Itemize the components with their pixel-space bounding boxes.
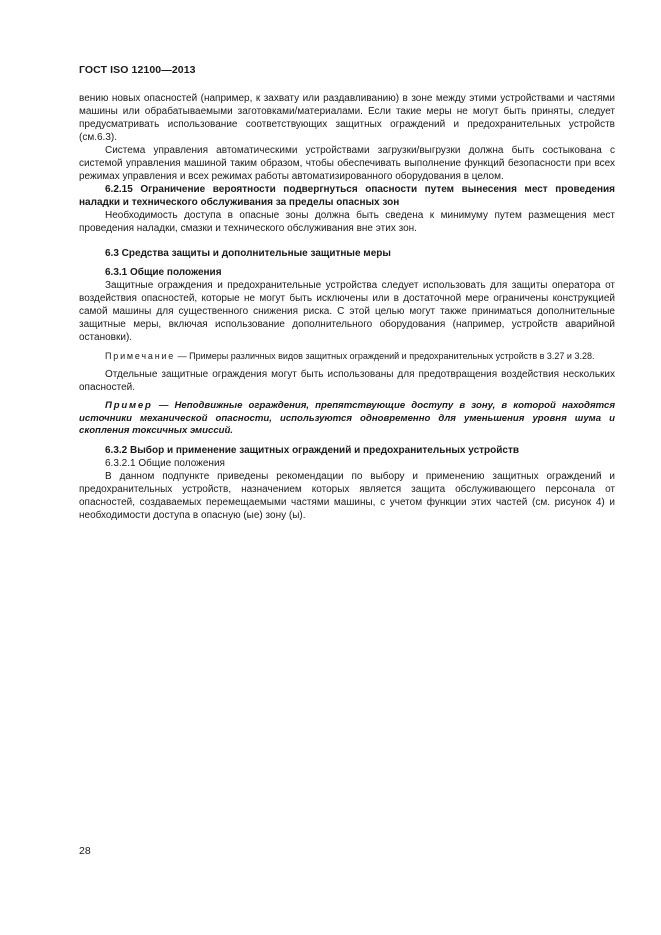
heading-6-3-2: 6.3.2 Выбор и применение защитных ограждений и предохранительных устройств xyxy=(105,444,520,456)
paragraph-separate-guards: Отдельные защитные ограждения могут быть использованы для предотвращения воздействия нескольких опасностей. xyxy=(79,369,615,393)
note-paragraph xyxy=(79,350,615,362)
heading-6-2-15: 6.2.15 Ограничение вероятности подвергнуться опасности путем вынесения мест проведения наладки и технического обслуживания за пределы опасных зон xyxy=(79,184,615,208)
paragraph-guards-usage: Защитные ограждения и предохранительные устройства следует использовать для защиты оператора от воздействия опасностей, которые не могут быть исключены или в достаточной мере ограничены конструкцией самой машины для существенного снижения риска. С этой целью могут также приниматься дополнительные защитные меры, включая использование дополнительного оборудования (например, устройств аварийной остановки). xyxy=(79,280,615,343)
heading-6-3-1: 6.3.1 Общие положения xyxy=(105,267,222,278)
paragraph-access-minimization: Необходимость доступа в опасные зоны должна быть сведена к минимуму путем размещения мест проведения наладки, смазки и технического обслуживания вне этих зон. xyxy=(79,210,615,234)
paragraph-selection-guidelines: В данном подпункте приведены рекомендации по выбору и применению защитных ограждений и предохранительных устройств, назначением которых является защита обслуживающего персонала от опасностей, создаваемых перемещаемыми частями машины, с учетом функции этих частей (см. рисунок 4) и необходимости доступа в опасную (ые) зону (ы). xyxy=(79,470,615,521)
example-paragraph xyxy=(79,400,615,438)
example-text: — Неподвижные ограждения, препятствующие доступу в зону, в которой находятся источники механической опасности, используются одновременно для уменьшения уровня шума и скопления токсичных эмиссий. xyxy=(79,400,615,436)
note-label: Примечание xyxy=(105,351,176,361)
document-body xyxy=(79,92,615,522)
page-number: 28 xyxy=(79,845,91,857)
heading-6-3: 6.3 Средства защиты и дополнительные защитные меры xyxy=(105,248,391,259)
paragraph-continuation: вению новых опасностей (например, к захвату или раздавливанию) в зоне между этими устройствами и частями машины или обрабатываемыми заготовками/материалами. Если такие меры не могут быть приняты, следует предусматривать использование соответствующих защитных ограждений и предохранительных устройств (см.6.3). xyxy=(79,93,615,143)
example-label: Пример xyxy=(105,400,153,411)
document-header-title: ГОСТ ISO 12100—2013 xyxy=(79,64,196,76)
paragraph-automation-control: Система управления автоматическими устройствами загрузки/выгрузки должна быть состыкована с системой управления машиной таким образом, чтобы обеспечивать выполнение функций безопасности при всех режимах управления и всех режимах работы автоматизированного оборудования в целом. xyxy=(79,145,615,182)
heading-6-3-2-1: 6.3.2.1 Общие положения xyxy=(105,457,225,469)
note-text: — Примеры различных видов защитных ограждений и предохранительных устройств в 3.27 и 3.28. xyxy=(175,351,595,361)
